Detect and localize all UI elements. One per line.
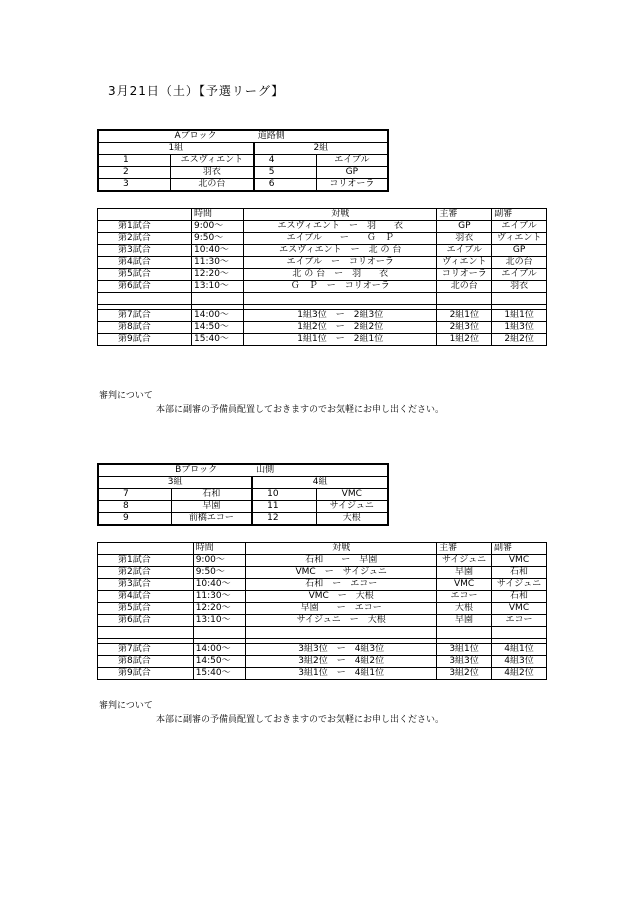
schedule-row: 第8試合 14:50～ 1組2位 ー 2組2位 2組3位 1組3位 xyxy=(98,322,547,334)
schedule-row: 第9試合 15:40～ 1組1位 ー 2組1位 1組2位 2組2位 xyxy=(98,334,547,346)
referee-note-body-a: 本部に副審の予備員配置しておきますのでお気軽にお申し出ください。 xyxy=(156,405,445,415)
schedule-row: 第9試合 15:40～ 3組1位 ー 4組1位 3組2位 4組2位 xyxy=(98,668,547,680)
group-row: 1 エスヴィエント 4 エイブル xyxy=(98,155,388,167)
block-a-schedule-table xyxy=(97,208,547,346)
group-4-label: 4組 xyxy=(252,477,388,489)
schedule-row: 第2試合 9:50～ VMC ー サイジュニ 早園 石和 xyxy=(98,567,547,579)
block-b-group-table xyxy=(97,463,389,526)
schedule-row: 第2試合 9:50～ エイブル ー Ｇ Ｐ 羽衣 ヴィエント xyxy=(98,233,547,245)
block-b-label: Bブロック xyxy=(175,465,218,475)
schedule-header-row: 時間 対戦 主審 副審 xyxy=(98,209,547,221)
block-a-label: Aブロック xyxy=(174,131,217,141)
schedule-row: 第3試合 10:40～ エスヴィエント ー 北 の 台 エイブル GP xyxy=(98,245,547,257)
page-title: 3月21日（土）【予選リーグ】 xyxy=(108,84,285,98)
group-3-label: 3組 xyxy=(98,477,252,489)
schedule-row: 第6試合 13:10～ Ｇ Ｐ ー コリオーラ 北の台 羽衣 xyxy=(98,281,547,293)
schedule-blank-row xyxy=(98,293,547,305)
group-row: 7 石和 10 VMC xyxy=(98,489,388,501)
schedule-row: 第8試合 14:50～ 3組2位 ー 4組2位 3組3位 4組3位 xyxy=(98,656,547,668)
group-row: 9 前橋エコー 12 大根 xyxy=(98,513,388,526)
group-2-label: 2組 xyxy=(254,143,388,155)
schedule-row: 第4試合 11:30～ エイブル ー コリオーラ ヴィエント 北の台 xyxy=(98,257,547,269)
schedule-header-row: 時間 対戦 主審 副審 xyxy=(98,543,547,555)
schedule-row: 第1試合 9:00～ エスヴィエント ー 羽 衣 GP エイブル xyxy=(98,221,547,233)
schedule-blank-row xyxy=(98,627,547,639)
group-row: 2 羽衣 5 GP xyxy=(98,167,388,179)
referee-note-heading-a: 審判について xyxy=(99,391,153,401)
group-row: 8 早園 11 サイジュニ xyxy=(98,501,388,513)
schedule-row: 第4試合 11:30～ VMC ー 大根 エコー 石和 xyxy=(98,591,547,603)
block-b-schedule-table xyxy=(97,542,547,680)
referee-note-body-b: 本部に副審の予備員配置しておきますのでお気軽にお申し出ください。 xyxy=(156,715,445,725)
schedule-row: 第5試合 12:20～ 早園 ー エコー 大根 VMC xyxy=(98,603,547,615)
group-row: 3 北の台 6 コリオーラ xyxy=(98,179,388,192)
group-1-label: 1組 xyxy=(98,143,254,155)
referee-note-heading-b: 審判について xyxy=(99,701,153,711)
schedule-row: 第7試合 14:00～ 1組3位 ー 2組3位 2組1位 1組1位 xyxy=(98,310,547,322)
block-a-group-table xyxy=(97,129,389,192)
block-a-side: 道路側 xyxy=(257,131,285,141)
schedule-row: 第3試合 10:40～ 石和 ー エコー VMC サイジュニ xyxy=(98,579,547,591)
block-b-side: 山側 xyxy=(256,465,275,475)
schedule-row: 第5試合 12:20～ 北 の 台 ー 羽 衣 コリオーラ エイブル xyxy=(98,269,547,281)
schedule-row: 第7試合 14:00～ 3組3位 ー 4組3位 3組1位 4組1位 xyxy=(98,644,547,656)
schedule-row: 第1試合 9:00～ 石和 ー 早園 サイジュニ VMC xyxy=(98,555,547,567)
schedule-row: 第6試合 13:10～ サイジュニ ー 大根 早園 エコー xyxy=(98,615,547,627)
